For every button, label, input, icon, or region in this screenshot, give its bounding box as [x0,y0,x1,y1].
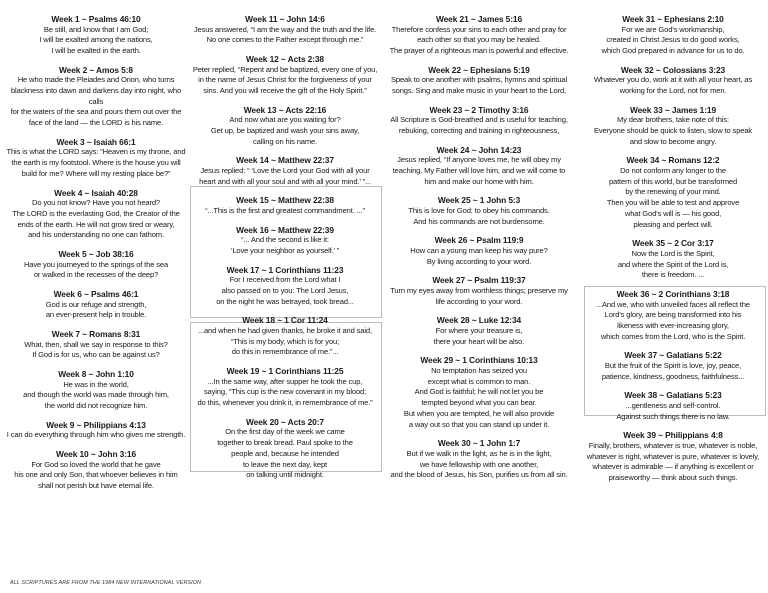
verse-week-13 [192,105,378,148]
verse-week-5 [4,249,188,281]
verse-week-38 [580,390,766,422]
verse-week-7 [4,329,188,361]
verse-week-21 [384,14,574,57]
verse-week-4 [4,188,188,241]
verse-text: ...And we, who with unveiled faces all reflect the Lord’s glory, are being transformed into his likeness with ever-increasing glory, which comes from the Lord, who is the Spirit. [596,299,750,341]
verse-text: Turn my eyes away from worthless things; preserve my life according to your word. [390,286,568,306]
verse-reference: Week 35 ~ 2 Cor 3:17 [632,238,714,249]
verse-text: Jesus answered, “I am the way and the truth and the life. No one comes to the Father except through me.” [193,24,377,45]
verse-reference: Week 3 ~ Isaiah 66:1 [56,136,136,147]
verse-reference: Week 22 ~ Ephesians 5:19 [428,64,530,75]
verse-text: All Scripture is God-breathed and is useful for teaching, rebuking, correcting and training in righteousness, [390,115,568,135]
verse-week-11 [192,14,378,46]
verse-week-16 [192,225,378,257]
verse-text: But the fruit of the Spirit is love, joy, peace, patience, kindness, goodness, faithfulness... [601,360,745,381]
verse-text: I can do everything through him who gives me strength. [6,430,186,440]
verse-text: Do you not know? Have you not heard? The LORD is the everlasting God, the Creator of the ends of the earth. He will not grow tired or weary, and his understanding no one can fathom. [12,198,180,240]
verse-reference: Week 34 ~ Romans 12:2 [626,155,720,166]
verse-week-10 [4,449,188,492]
verse-reference: Week 16 ~ Matthew 22:39 [236,224,334,235]
column-1 [4,14,188,500]
verse-reference: Week 38 ~ Galatians 5:23 [624,390,722,401]
verse-week-20 [192,417,378,481]
verse-reference: Week 18 ~ 1 Cor 11:24 [242,315,328,326]
verse-text: Peter replied, “Repent and be baptized, every one of you, in the name of Jesus Christ for the forgiveness of your sins. And you will receive the gift of the Holy Spirit.” [192,64,378,95]
verse-text: No temptation has seized you except what is common to man. And God is faithful; he will not let you be tempted beyond what you can bear. But when you are tempted, he will also provide a way out so that you can stand up under it. [403,366,555,429]
verse-text: Finally, brothers, whatever is true, whatever is noble, whatever is right, whatever is pure, whatever is lovely, whatever is admirable — if anything is excellent or praiseworthy — think about such things. [586,440,760,483]
verse-week-36 [580,289,766,342]
verse-week-14 [192,155,378,187]
verse-week-17 [192,265,378,308]
verse-reference: Week 4 ~ Isaiah 40:28 [54,187,138,198]
verse-text: This is what the LORD says: “Heaven is my throne, and the earth is my footstool. Where is the house you will build for me? Where will my resting place be?” [6,147,186,178]
verse-week-6 [4,289,188,321]
verse-text: “... And the second is like it: ‘Love your neighbor as yourself.’ ” [230,235,340,255]
verse-week-31 [580,14,766,57]
verse-week-24 [384,145,574,188]
verse-week-12 [192,54,378,97]
verse-reference: Week 1 ~ Psalms 46:10 [51,14,141,24]
verse-text: For where your treasure is, there your heart will be also. [433,326,525,346]
verse-week-32 [580,65,766,97]
verse-week-29 [384,355,574,430]
verse-week-18 [192,315,378,358]
verse-reference: Week 19 ~ 1 Corinthians 11:25 [226,366,344,377]
verse-reference: Week 12 ~ Acts 2:38 [246,54,324,64]
verse-reference: Week 37 ~ Galatians 5:22 [624,350,722,361]
verse-week-1 [4,14,188,57]
verse-text: Jesus replied: “ ‘Love the Lord your God with all your heart and with all your soul and with all your mind.’ ”... [199,166,371,186]
verse-text: Speak to one another with psalms, hymns and spiritual songs. Sing and make music in your heart to the Lord, [390,75,568,95]
verse-text: He who made the Pleiades and Orion, who turns blackness into dawn and darkens day into night, who calls for the waters of the sea and pours them out over the face of the land — the LORD is his name. [10,75,182,128]
verse-reference: Week 2 ~ Amos 5:8 [59,64,133,75]
verse-reference: Week 10 ~ John 3:16 [55,448,137,459]
verse-text: God is our refuge and strength, an ever-present help in trouble. [45,299,147,320]
verse-text: “...This is the first and greatest commandment. ...” [205,206,365,215]
verse-reference: Week 24 ~ John 14:23 [436,144,522,155]
column-2 [192,14,378,489]
verse-week-9 [4,420,188,441]
verse-reference: Week 28 ~ Luke 12:34 [436,315,522,326]
verse-text: ...gentleness and self-control. Against such things there is no law. [616,400,730,421]
verse-text: On the first day of the week we came together to break bread. Paul spoke to the people and, because he intended to leave the next day, kept on talking until midnight. [217,427,353,480]
column-3 [384,14,574,489]
verse-text: ...In the same way, after supper he took the cup, saying, “This cup is the new covenant in my blood; do this, whenever you drink it, in remembrance of me.” [197,376,373,408]
verse-text: Jesus replied, “If anyone loves me, he will obey my teaching. My Father will love him, and we will come to him and make our home with him. [392,155,566,186]
verse-week-8 [4,369,188,412]
verse-reference: Week 17 ~ 1 Corinthians 11:23 [226,264,344,275]
verse-text: But if we walk in the light, as he is in the light, we have fellowship with one another, and the blood of Jesus, his Son, purifies us from all sin. [390,448,568,480]
verse-text: For we are God’s workmanship, created in Christ Jesus to do good works, which God prepared in advance for us to do. [601,24,745,55]
verse-week-2 [4,65,188,129]
verse-text: Be still, and know that I am God; I will be exalted among the nations, I will be exalted in the earth. [39,24,153,55]
verse-reference: Week 33 ~ James 1:19 [629,104,717,115]
verse-week-25 [384,195,574,227]
verse-reference: Week 25 ~ 1 John 5:3 [437,195,521,206]
verse-text: And now what are you waiting for? Get up, be baptized and wash your sins away, calling on his name. [210,115,360,146]
verse-week-3 [4,137,188,180]
verse-text: For God so loved the world that he gave his one and only Son, that whoever believes in him shall not perish but have eternal life. [14,459,178,490]
verse-week-26 [384,235,574,267]
verse-reference: Week 31 ~ Ephesians 2:10 [622,14,724,24]
verse-text: For I received from the Lord what I also passed on to you: The Lord Jesus, on the night he was betrayed, took bread... [216,275,354,306]
verse-week-37 [580,350,766,382]
verse-reference: Week 8 ~ John 1:10 [58,368,134,379]
verse-reference: Week 39 ~ Philippians 4:8 [623,430,723,441]
verse-week-34 [580,155,766,230]
verse-week-27 [384,275,574,307]
verse-text: This is love for God: to obey his commands. And his commands are not burdensome. [408,206,550,226]
translation-footnote: ALL SCRIPTURES ARE FROM THE 1984 NEW INTERNATIONAL VERSION [10,580,202,586]
verse-text: Have you journeyed to the springs of the sea or walked in the recesses of the deep? [23,259,169,280]
verse-week-15 [192,195,378,216]
verse-week-39 [580,430,766,483]
verse-text: ...and when he had given thanks, he broke it and said, “This is my body, which is for you; do this in remembrance of me.”... [198,326,372,357]
verse-reference: Week 29 ~ 1 Corinthians 10:13 [420,355,538,366]
verse-week-23 [384,105,574,137]
verse-week-35 [580,238,766,281]
verse-text: What, then, shall we say in response to this? If God is for us, who can be against us? [24,339,168,360]
verse-text: Whatever you do, work at it with all your heart, as working for the Lord, not for men. [593,75,753,95]
verse-reference: Week 27 ~ Psalm 119:37 [432,275,526,286]
verse-text: He was in the world, and though the world was made through him, the world did not recognize him. [23,379,169,410]
verse-reference: Week 23 ~ 2 Timothy 3:16 [429,104,529,115]
verse-reference: Week 7 ~ Romans 8:31 [51,328,141,339]
verse-week-22 [384,65,574,97]
verse-reference: Week 13 ~ Acts 22:16 [243,104,327,115]
column-4 [580,14,766,492]
verse-reference: Week 5 ~ Job 38:16 [58,248,134,259]
verse-text: Now the Lord is the Spirit, and where the Spirit of the Lord is, there is freedom. ... [617,248,729,280]
verse-week-19 [192,366,378,409]
verse-week-28 [384,315,574,347]
verse-reference: Week 32 ~ Colossians 3:23 [620,64,726,75]
verse-reference: Week 15 ~ Matthew 22:38 [236,195,334,206]
verse-reference: Week 6 ~ Psalms 46:1 [53,288,139,299]
verse-reference: Week 36 ~ 2 Corinthians 3:18 [616,288,730,299]
verse-reference: Week 14 ~ Matthew 22:37 [236,155,334,166]
verse-reference: Week 9 ~ Philippians 4:13 [46,419,146,430]
verse-text: My dear brothers, take note of this: Everyone should be quick to listen, slow to speak and slow to become angry. [593,115,753,146]
verse-text: Do not conform any longer to the pattern of this world, but be transformed by the renewing of your mind. Then you will be able to test and approve what God’s will is — his good, pleasing and perfect will. [606,166,740,229]
verse-reference: Week 20 ~ Acts 20:7 [246,416,324,427]
verse-week-33 [580,105,766,148]
verse-reference: Week 21 ~ James 5:16 [435,14,523,24]
verse-text: Therefore confess your sins to each other and pray for each other so that you may be healed. The prayer of a righteous man is powerful and effective. [389,24,569,55]
verse-reference: Week 30 ~ 1 John 1:7 [437,438,521,449]
verse-week-30 [384,438,574,481]
verse-reference: Week 11 ~ John 14:6 [245,14,325,24]
verse-reference: Week 26 ~ Psalm 119:9 [434,235,524,246]
verse-text: How can a young man keep his way pure? By living according to your word. [410,246,548,266]
